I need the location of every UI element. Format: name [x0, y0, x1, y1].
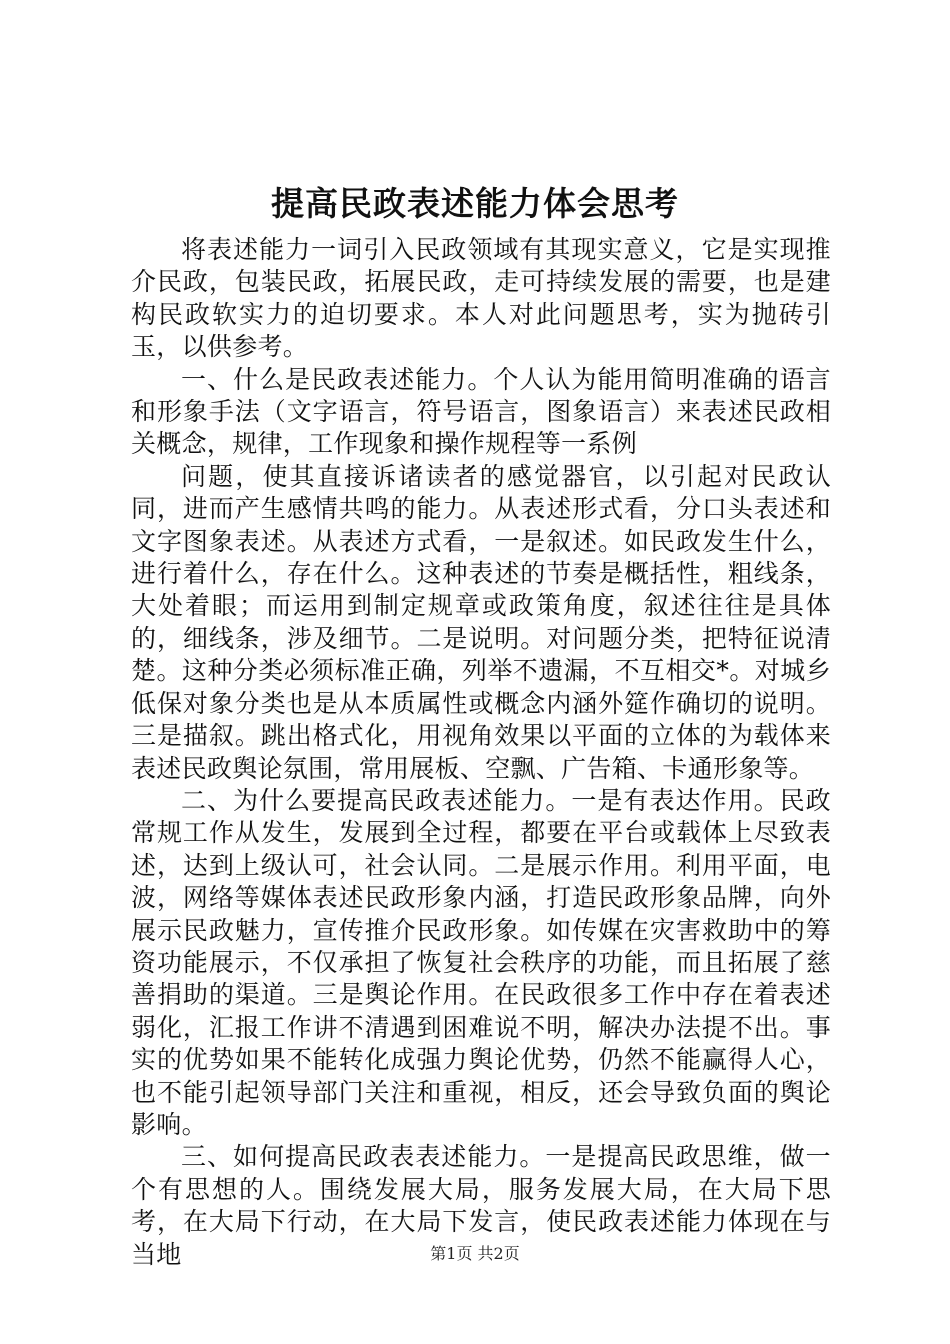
- document-title: 提高民政表述能力体会思考: [271, 184, 679, 223]
- paragraph-intro: 将表述能力一词引入民政领域有其现实意义，它是实现推介民政，包装民政，拓展民政，走可持续发展的需要，也是建构民政软实力的迫切要求。本人对此问题思考，实为抛砖引玉，以供参考。: [131, 235, 831, 362]
- page-number-footer: 第1页 共2页: [430, 1244, 520, 1263]
- paragraph-section-1: 一、什么是民政表述能力。个人认为能用简明准确的语言和形象手法（文字语言，符号语言，图象语言）来表述民政相关概念，规律，工作现象和操作规程等一系例: [131, 364, 831, 459]
- paragraph-section-1-continued: 问题，使其直接诉诸读者的感觉器官，以引起对民政认同，进而产生感情共鸣的能力。从表述形式看，分口头表述和文字图象表述。从表述方式看，一是叙述。如民政发生什么，进行着什么，存在什么。这种表述的节奏是概括性，粗线条，大处着眼；而运用到制定规章或政策角度，叙述往往是具体的，细线条，涉及细节。二是说明。对问题分类，把特征说清楚。这种分类必须标准正确，列举不遗漏，不互相交*。对城乡低保对象分类也是从本质属性或概念内涵外筵作确切的说明。三是描叙。跳出格式化，用视角效果以平面的立体的为载体来表述民政舆论氛围，常用展板、空飘、广告箱、卡通形象等。: [131, 461, 831, 783]
- document-body: [131, 234, 831, 1271]
- paragraph-section-3: 三、如何提高民政表表述能力。一是提高民政思维，做一个有思想的人。围绕发展大局，服务发展大局，在大局下思考，在大局下行动，在大局下发言，使民政表述能力体现在与当地: [131, 1142, 831, 1269]
- paragraph-section-2: 二、为什么要提高民政表述能力。一是有表达作用。民政常规工作从发生，发展到全过程，都要在平台或载体上尽致表述，达到上级认可，社会认同。二是展示作用。利用平面，电波，网络等媒体表述民政形象内涵，打造民政形象品牌，向外展示民政魅力，宣传推介民政形象。如传媒在灾害救助中的筹资功能展示，不仅承担了恢复社会秩序的功能，而且拓展了慈善捐助的渠道。三是舆论作用。在民政很多工作中存在着表述弱化，汇报工作讲不清遇到困难说不明，解决办法提不出。事实的优势如果不能转化成强力舆论优势，仍然不能赢得人心，也不能引起领导部门关注和重视，相反，还会导致负面的舆论影响。: [131, 785, 831, 1139]
